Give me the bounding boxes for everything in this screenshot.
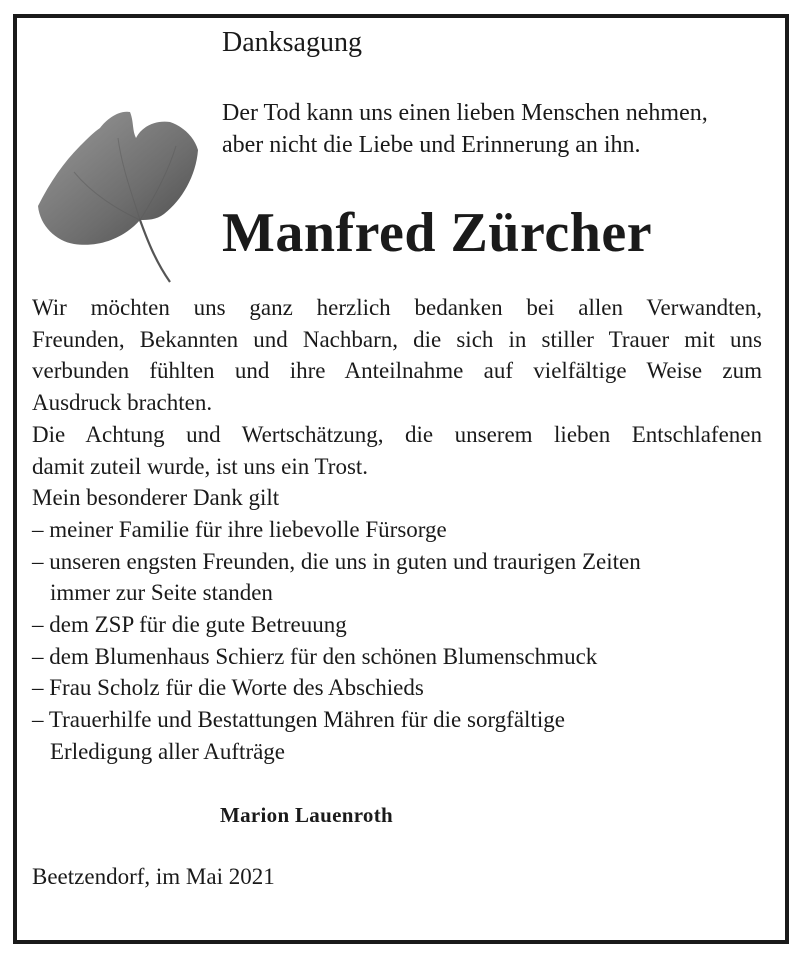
list-item: – Frau Scholz für die Worte des Abschieds <box>32 675 424 701</box>
list-item-continuation: Erledigung aller Aufträge <box>50 738 286 764</box>
notice-heading: Danksagung <box>222 27 362 58</box>
list-item: – dem Blumenhaus Schierz für den schönen Blumenschmuck <box>32 643 598 669</box>
quote-line-2: aber nicht die Liebe und Erinnerung an ihn. <box>222 132 641 158</box>
list-item-continuation: immer zur Seite standen <box>50 580 273 606</box>
body-line: damit zuteil wurde, ist uns ein Trost. <box>32 453 369 479</box>
memorial-quote <box>222 97 708 161</box>
signature-name: Marion Lauenroth <box>220 803 394 827</box>
list-item: – Trauerhilfe und Bestattungen Mähren für die sorgfältige <box>32 707 565 733</box>
list-item: – meiner Familie für ihre liebevolle Fürsorge <box>32 516 447 542</box>
list-item: – unseren engsten Freunden, die uns in guten und traurigen Zeiten <box>32 548 641 574</box>
body-line: Ausdruck brachten. <box>32 390 213 416</box>
body-line: Mein besonderer Dank gilt <box>32 485 280 511</box>
ginkgo-leaf-icon <box>22 98 202 288</box>
notice-body <box>32 292 762 768</box>
body-line: Die Achtung und Wertschätzung, die unserem lieben Entschlafenen <box>32 421 762 447</box>
body-line: verbunden fühlten und ihre Anteilnahme auf vielfältige Weise zum <box>32 358 762 384</box>
quote-line-1: Der Tod kann uns einen lieben Menschen nehmen, <box>222 100 708 126</box>
body-line: Wir möchten uns ganz herzlich bedanken bei allen Verwandten, <box>32 295 762 320</box>
place-date: Beetzendorf, im Mai 2021 <box>32 864 275 889</box>
list-item: – dem ZSP für die gute Betreuung <box>32 612 347 638</box>
body-line: Freunden, Bekannten und Nachbarn, die sich in stiller Trauer mit uns <box>32 326 762 352</box>
deceased-name: Manfred Zürcher <box>222 202 653 264</box>
